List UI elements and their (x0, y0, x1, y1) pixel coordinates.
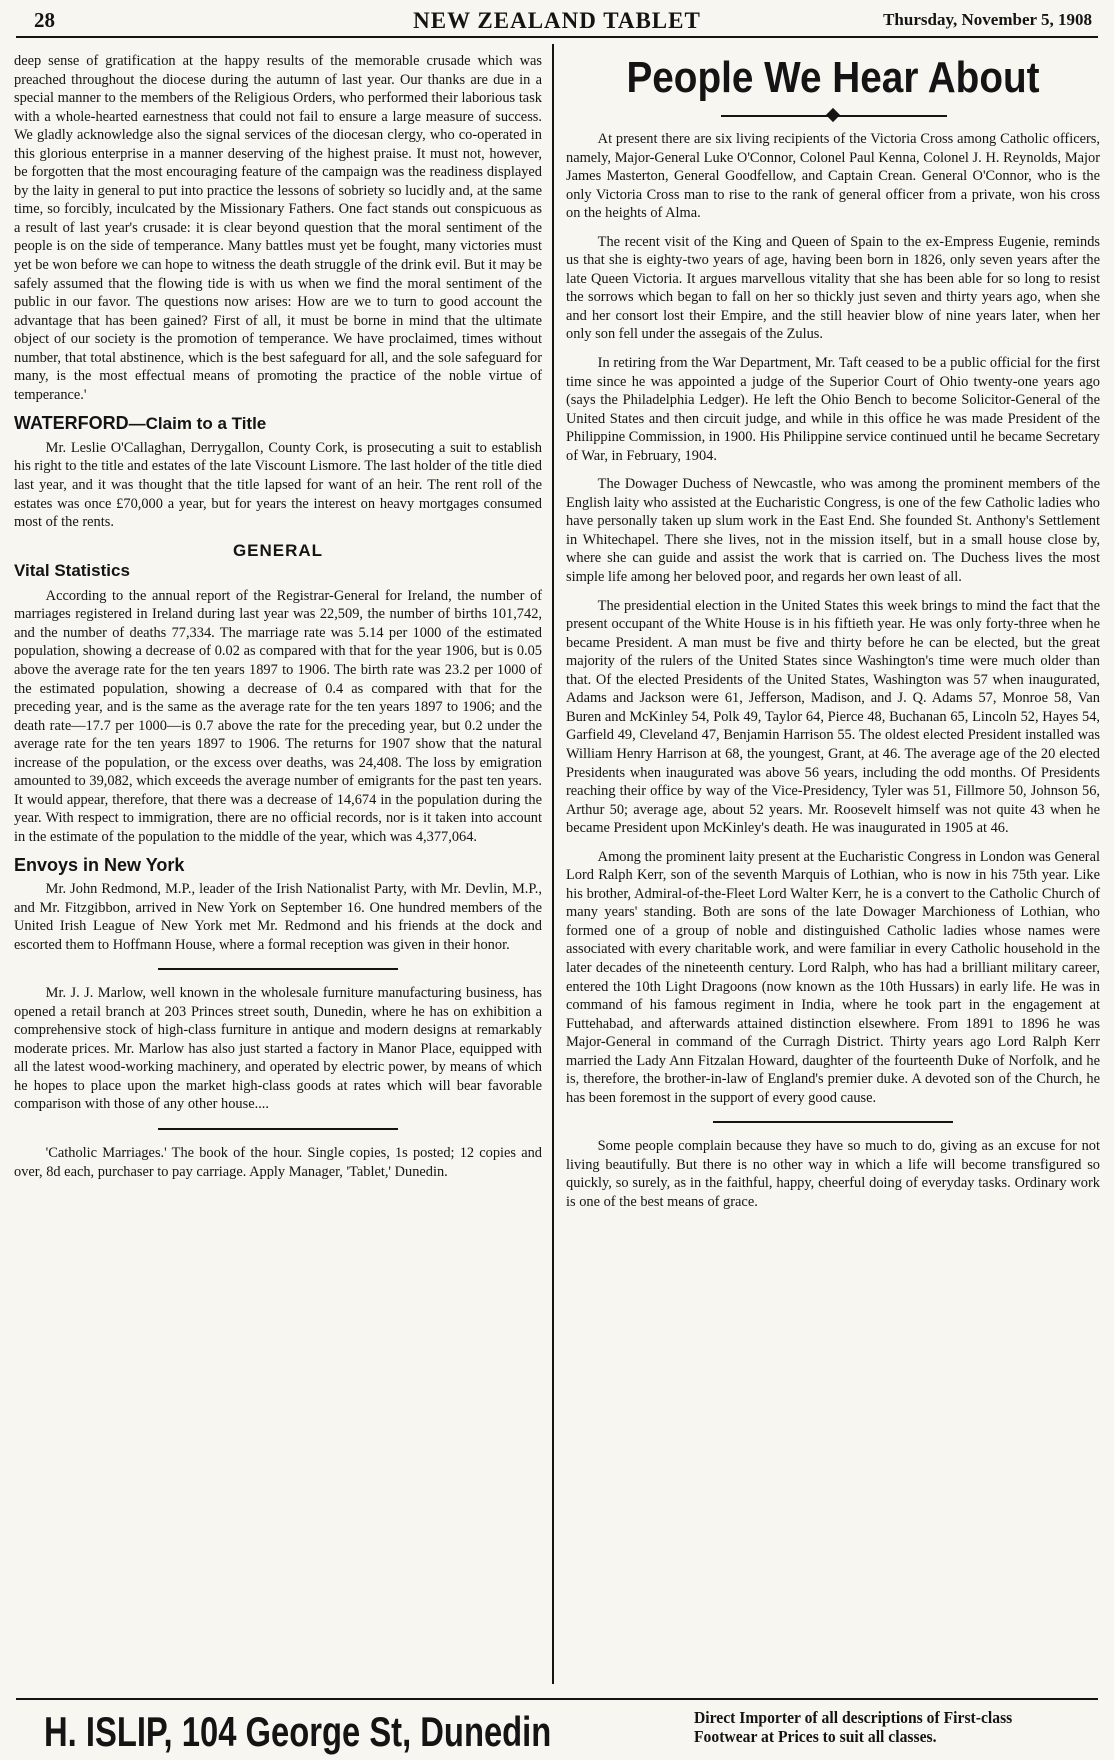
article-paragraph: In retiring from the War Department, Mr. Taft ceased to be a public official for the first time since he was appointed a judge of the Superior Court of Ohio twenty-one years ago (says the Philadelphia Ledger). He left the Ohio Bench to become Solicitor-General of the United States and then circuit judge, and while in this office he was made President of the Philippine Commission, in 1900. His Philippine service continued until he became Secretary of War, in February, 1904. (566, 355, 1100, 464)
marlow-notice: Mr. J. J. Marlow, well known in the wholesale furniture manufacturing business, has opened a retail branch at 203 Princes street south, Dunedin, where he has on exhibition a comprehensive stock of high-class furniture in antique and modern designs at remarkably moderate prices. Mr. Marlow has also just started a factory in Manor Place, equipped with all the latest wood-working machinery, and operated by electric power, by means of which he hopes to place upon the market high-class goods at rates which will bear favorable comparison with those of any other house.... (14, 985, 542, 1113)
page-header (16, 6, 1098, 38)
page-number: 28 (34, 8, 55, 32)
article-paragraph: At present there are six living recipients of the Victoria Cross among Catholic officers, namely, Major-General Luke O'Connor, Colonel Paul Kenna, Colonel J. H. Reynolds, Major James Masterton, General Goodfellow, and Captain Crean. General O'Connor, who is the only Victoria Cross man to rise to the rank of general officer from a private, won his cross on the heights of Alma. (566, 131, 1100, 222)
column-rule (552, 44, 554, 1684)
waterford-heading (14, 414, 542, 434)
article-paragraph: The presidential election in the United States this week brings to mind the fact that the present occupant of the White House is in his fiftieth year. He was only forty-three when he became President. A man must be five and thirty before he can be elected, but the great majority of the rulers of the United States since Washington's time were much older than that. Of the elected Presidents of the United States, Washington was 57 when inaugurated, Adams and Jackson were 61, Jefferson, Madison, and J. Q. Adams 57, Monroe 58, Van Buren and McKinley 54, Polk 49, Taylor 64, Pierce 48, Buchanan 65, Lincoln 52, Hayes 54, Garfield 49, Cleveland 47, Benjamin Harrison 55. The oldest elected President installed was William Henry Harrison at 68, the youngest, Grant, at 46. The average age of the 20 elected Presidents when inaugurated was above 56 years, including the odd months. Of Presidents reaching their office by way of the Vice-Presidency, Tyler was 51, Fillmore 50, Johnson 56, Arthur 50; average age, about 52 years. Mr. Roosevelt himself was not quite 43 when he became President upon McKinley's death. He was inaugurated in 1905 at 46. (566, 597, 1100, 837)
advertisement-banner (16, 1698, 1098, 1756)
section-divider (713, 1121, 953, 1123)
section-divider (158, 1128, 398, 1130)
temperance-continuation: deep sense of gratification at the happy results of the memorable crusade which was preached throughout the diocese during the autumn of last year. Our thanks are due in a special manner to the members of the Religious Orders, who performed their laborious task with a whole-hearted earnestness that could not fail to ensure a large measure of success. We gladly acknowledge also the signal services of the diocesan clergy, who co-operated in this glorious enterprise in a manner deserving of the highest praise. It must not, however, be forgotten that the most encouraging feature of the campaign was the readiness displayed by the laity in general to put into practice the lessons of sobriety so lucidly and, at the same time, so forcibly, inculcated by the Missionary Fathers. One fact stands out conspicuous as a result of last year's crusade: it is clear beyond question that the moral sentiment of the people is on the side of temperance. Many battles must yet be fought, many victories must yet be won before we can hope to witness the death struggle of the drink evil. But it may be safely assumed that the flowing tide is with us when we find the moral sentiment of the public in our favor. The questions now arises: How are we to turn to good account the advantage that has been gained? First of all, it must be borne in mind that the ultimate object of our society is the promotion of temperance. We have proclaimed, times without number, that total abstinence, which is the best safeguard for all, and the sole safeguard for many, is the most effectual means of promoting the practice of the noble virtue of temperance.' (14, 53, 542, 403)
section-divider (158, 968, 398, 970)
left-column (14, 52, 542, 1181)
waterford-subheading: —Claim to a Title (128, 414, 267, 434)
general-heading: GENERAL (232, 540, 324, 560)
envoys-body: Mr. John Redmond, M.P., leader of the Irish Nationalist Party, with Mr. Devlin, M.P., and Mr. Fitzgibbon, arrived in New York on September 16. One hundred members of the United Irish League of New York met Mr. Redmond and his friends at the dock and escorted them to Hoffmann House, where a formal reception was given in their honor. (14, 880, 542, 953)
closing-paragraph: Some people complain because they have so much to do, giving as an excuse for not living beautifully. But there is no other way in which a life will become transfigured so quickly, so surely, as in the faithful, happy, cheerful doing of everyday tasks. Ordinary work is one of the best means of grace. (566, 1138, 1100, 1210)
issue-date: Thursday, November 5, 1908 (883, 10, 1092, 29)
title-ornament (566, 104, 1100, 130)
vital-statistics-body: According to the annual report of the Registrar-General for Ireland, the number of marriages registered in Ireland during last year was 22,509, the number of births 101,742, and the number of deaths 77,334. The marriage rate was 5.14 per 1000 of the estimated population, showing a decrease of 0.02 as compared with that for the year 1906, but is 0.05 above the average rate for the ten years 1897 to 1906. The birth rate was 23.2 per 1000 of the estimated population, showing a decrease of 0.4 as compared with that for the preceding year, and is the same as the average rate for the ten years 1897 to 1906; and the death rate—17.7 per 1000—is 0.7 above the rate for the preceding year, but 0.2 under the average rate for the ten years 1897 to 1906. The returns for 1907 show that the natural increase of the population, or the excess over deaths, was 24,408. The loss by emigration amounted to 39,082, which exceeds the average number of emigrants for the past ten years. It would appear, therefore, that there was a decrease of 14,674 in the population during the year. With respect to immigration, there are no official records, nor is it taken into account in the estimate of the population to the middle of the year, which was 4,377,064. (14, 587, 542, 845)
waterford-body: Mr. Leslie O'Callaghan, Derrygallon, County Cork, is prosecuting a suit to establish his right to the title and estates of the late Viscount Lismore. The last holder of the title died last year, and it was thought that the title lapsed for want of an heir. The rent roll of the estates was once £70,000 a year, but for years the interest on heavy mortgages consumed most of the rents. (14, 439, 542, 531)
vital-statistics-heading: Vital Statistics (14, 561, 130, 581)
advertiser-name: H. ISLIP, 104 George St, Dunedin (44, 1708, 552, 1755)
advertiser-tagline: Direct Importer of all descriptions of First-class Footwear at Prices to suit all classes. (694, 1708, 1013, 1746)
article-paragraph: The Dowager Duchess of Newcastle, who was among the prominent members of the English laity who assisted at the Eucharistic Congress, is one of the few Catholic ladies who have personally taken up slum work in the East End. She founded St. Anthony's Settlement in Whitechapel. There she lives, not in the mission itself, but in a small house close by, where she can guide and assist the work that is carried on. The Duchess lives the most simple life among her beloved poor, and regards her own least of all. (566, 476, 1100, 586)
article-paragraph: Among the prominent laity present at the Eucharistic Congress in London was General Lord Ralph Kerr, son of the seventh Marquis of Lothian, who is now in his 75th year. Like his brother, Admiral-of-the-Fleet Lord Walter Kerr, he is a convert to the Catholic Church of many years' standing. Both are sons of the late Dowager Marchioness of Lothian, who formed one of a group of noble and distinguished Catholic ladies whose names were associated with every charitable work, and were familiar in every Catholic household in the later decades of the nineteenth century. Lord Ralph, who has had a brilliant military career, entered the 10th Light Dragoons (now known as the 10th Hussars) in early life. He was in command of his famous regiment in India, where he took part in the engagement at Futtehabad, and afterwards attained distinction elsewhere. From 1891 to 1896 he was Major-General in command of the Curragh District. Thirty years ago Lord Ralph Kerr married the Lady Ann Fitzalan Howard, daughter of the fourteenth Duke of Norfolk, and he is, therefore, the brother-in-law of England's premier duke. A devoted son of the Church, he has been foremost in the support of every good cause. (566, 848, 1100, 1106)
people-we-hear-about-title: People We Hear About (626, 53, 1040, 102)
article-paragraph: The recent visit of the King and Queen of Spain to the ex-Empress Eugenie, reminds us that she is eighty-two years of age, having been born in 1826, only seven years after the late Queen Victoria. It argues marvellous vitality that she has been able for so long to resist the sorrows which began to fall on her so thickly just seven and thirty years ago, when she and her consort lost their Empire, and the still heavier blow of nine years later, when her only son fell under the assegais of the Zulus. (566, 233, 1100, 343)
publication-title: NEW ZEALAND TABLET (413, 8, 701, 33)
waterford-heading-label: WATERFORD (14, 413, 129, 434)
catholic-marriages-notice: 'Catholic Marriages.' The book of the hour. Single copies, 1s posted; 12 copies and over, 8d each, purchaser to pay carriage. Apply Manager, 'Tablet,' Dunedin. (14, 1144, 542, 1180)
envoys-heading: Envoys in New York (14, 855, 185, 876)
right-column (566, 52, 1100, 1212)
diamond-ornament-icon (826, 108, 840, 122)
